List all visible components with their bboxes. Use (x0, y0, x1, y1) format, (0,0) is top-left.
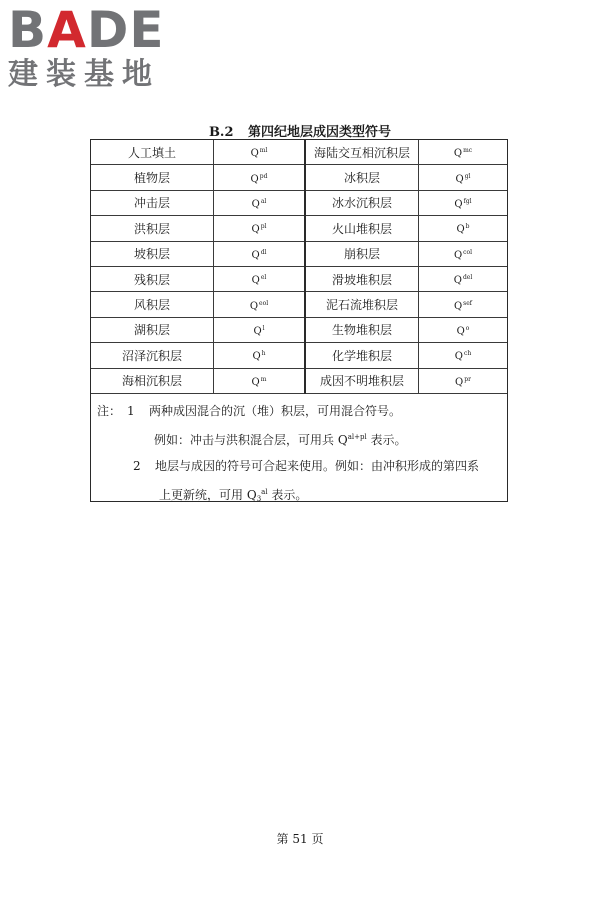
symbol-cell (214, 266, 306, 291)
section-heading: 第四纪地层成因类型符号 (248, 125, 392, 140)
genesis-symbol: $Q^{al}$ (251, 197, 267, 210)
genesis-symbol: $Q^{pd}$ (250, 172, 268, 185)
genesis-symbol: $Q^b$ (456, 223, 470, 236)
layer-name-cell: 泥石流堆积层 (305, 292, 419, 317)
symbol-table (91, 140, 507, 394)
layer-name-cell: 崩积层 (305, 241, 419, 266)
symbol-cell (419, 140, 508, 165)
genesis-symbol: $Q^{pr}$ (455, 375, 471, 388)
symbol-cell (214, 140, 306, 165)
symbol-cell (214, 165, 306, 190)
symbol-cell (214, 343, 306, 368)
genesis-symbol: $Q^m$ (251, 375, 267, 388)
symbol-cell (419, 241, 508, 266)
logo-subtitle: 建装基地 (8, 57, 160, 92)
genesis-symbol: $Q^{gl}$ (455, 172, 471, 185)
symbol-cell (419, 216, 508, 241)
section-number: B.2 (208, 125, 234, 140)
table-row (91, 343, 507, 368)
genesis-symbol: $Q^{ml}$ (250, 147, 268, 160)
layer-name-cell: 冲击层 (91, 190, 214, 215)
genesis-symbol: $Q^{sef}$ (453, 299, 473, 312)
table-row (91, 292, 507, 317)
layer-name-cell: 冰水沉积层 (305, 190, 419, 215)
layer-name-cell: 湖积层 (91, 317, 214, 342)
symbol-cell (214, 317, 306, 342)
genesis-symbol: $Q^l$ (253, 324, 265, 337)
layer-name-cell: 滑坡堆积层 (305, 266, 419, 291)
symbol-cell (214, 292, 306, 317)
genesis-symbol: $Q^{del}$ (453, 274, 473, 287)
table-row (91, 266, 507, 291)
mixed-symbol: $Q^{al+pl}$ (337, 432, 367, 447)
genesis-symbol: $Q^{pl}$ (251, 223, 267, 236)
genesis-symbol: $Q^h$ (252, 350, 266, 363)
symbol-cell (419, 266, 508, 291)
symbol-cell (419, 343, 508, 368)
symbol-cell (419, 317, 508, 342)
symbol-table-body (91, 140, 507, 393)
table-row (91, 216, 507, 241)
layer-name-cell: 人工填土 (91, 140, 214, 165)
layer-name-cell: 残积层 (91, 266, 214, 291)
layer-name-cell: 冰积层 (305, 165, 419, 190)
layer-name-cell: 成因不明堆积层 (305, 368, 419, 393)
layer-name-cell: 植物层 (91, 165, 214, 190)
symbol-cell (419, 165, 508, 190)
symbol-cell (419, 190, 508, 215)
genesis-symbol: $Q^o$ (456, 324, 470, 337)
notes-block (91, 394, 507, 512)
note-1-example: 例如：冲击与洪积混合层，可用兵 $Q^{al+pl}$ 表示。 (154, 432, 407, 447)
layer-name-cell: 海陆交互相沉积层 (305, 140, 419, 165)
table-row (91, 165, 507, 190)
genesis-symbol: $Q^{fgl}$ (454, 197, 472, 210)
genesis-symbol: $Q^{eol}$ (249, 299, 269, 312)
genesis-symbol: $Q^{ch}$ (454, 350, 472, 363)
symbol-cell (214, 216, 306, 241)
layer-name-cell: 风积层 (91, 292, 214, 317)
genesis-symbol: $Q^{col}$ (453, 248, 473, 261)
table-row (91, 140, 507, 165)
symbol-cell (419, 368, 508, 393)
layer-name-cell: 洪积层 (91, 216, 214, 241)
bade-logo (8, 1, 165, 92)
table-row (91, 317, 507, 342)
symbol-cell (419, 292, 508, 317)
table-row (91, 368, 507, 393)
note-1: 注： 1 两种成因混合的沉（堆）积层，可用混合符号。 (97, 403, 402, 418)
layer-name-cell: 火山堆积层 (305, 216, 419, 241)
layer-name-cell: 生物堆积层 (305, 317, 419, 342)
table-row (91, 190, 507, 215)
layer-name-cell: 沼泽沉积层 (91, 343, 214, 368)
section-title (0, 121, 600, 140)
layer-name-cell: 化学堆积层 (305, 343, 419, 368)
logo-wordmark: BADE (8, 1, 165, 59)
genesis-symbol: $Q^{dl}$ (251, 248, 267, 261)
note-2-continued: 上更新统，可用 $Q_3^{al}$ 表示。 (159, 487, 308, 503)
layer-name-cell: 坡积层 (91, 241, 214, 266)
symbol-table-frame (90, 139, 508, 502)
layer-name-cell: 海相沉积层 (91, 368, 214, 393)
symbol-cell (214, 368, 306, 393)
table-row (91, 241, 507, 266)
genesis-symbol: $Q^{el}$ (251, 274, 267, 287)
symbol-cell (214, 190, 306, 215)
combined-symbol: $Q_3^{al}$ (246, 487, 268, 503)
page-number: 第 51 页 (276, 832, 324, 846)
note-2: 2 地层与成因的符号可合起来使用。例如：由冲积形成的第四系 (133, 458, 480, 473)
genesis-symbol: $Q^{mc}$ (453, 147, 473, 160)
symbol-cell (214, 241, 306, 266)
